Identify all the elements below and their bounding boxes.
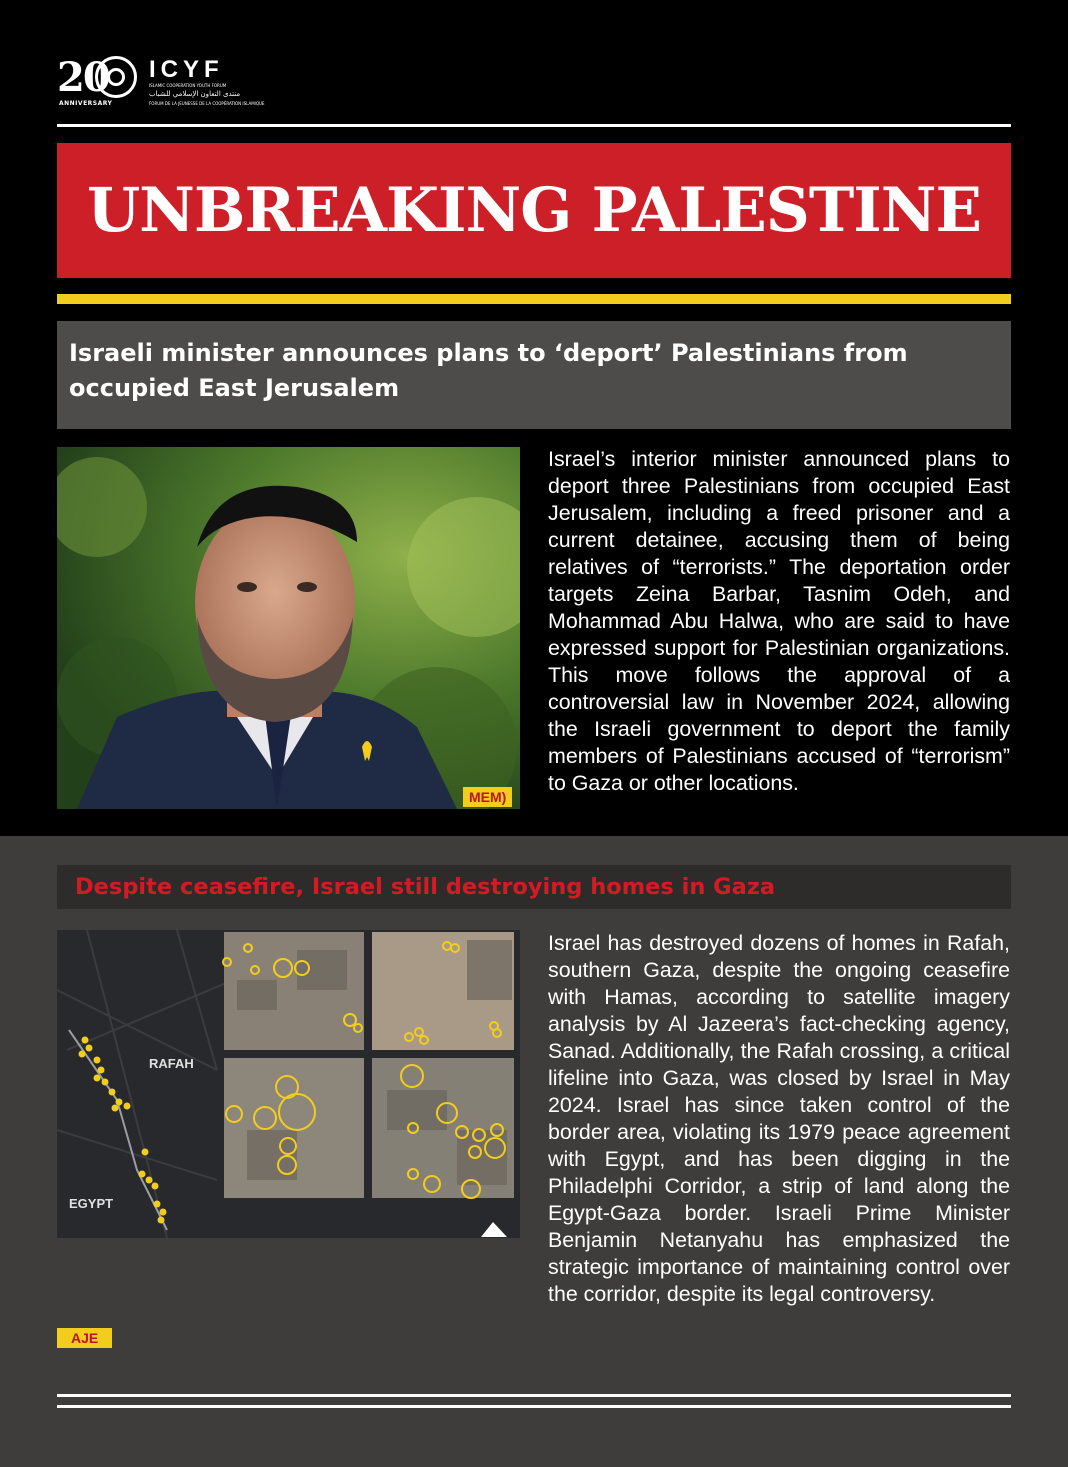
map-label-egypt: EGYPT (69, 1196, 114, 1211)
logo-subtitle-fr: FORUM DE LA JEUNESSE DE LA COOPÉRATION ISLAMIQUE (149, 101, 265, 106)
story2-body: Israel has destroyed dozens of homes in Rafah, southern Gaza, despite the ongoing ceasefire with Hamas, according to satellite imagery analysis by Al Jazeera’s fact-checking agency, Sanad. Additionally, the Rafah crossing, a critical lifeline into Gaza, was closed by Israel in May 2024. Israel has since taken control of the border area, violating its 1979 peace agreement with Egypt, and has been digging in the Philadelphi Corridor, a strip of land along the Egypt-Gaza border. Israeli Prime Minister Benjamin Netanyahu has emphasized the strategic importance of maintaining control over the corridor, despite its legal controversy. (548, 931, 1010, 1306)
story1-body: Israel’s interior minister announced plans to deport three Palestinians from occupied East Jerusalem, including a freed prisoner and a current detainee, accusing them of being relatives of “terrorists.” The deportation order targets Zeina Barbar, Tasnim Odeh, and Mohammad Abu Halwa, who are said to have expressed support for Palestinian organizations. This move follows the approval of a controversial law in November 2024, allowing the Israeli government to deport the family members of Palestinians accused of “terrorism” to Gaza or other locations. (548, 447, 1010, 795)
minister-photo (57, 447, 520, 809)
story1-headline-box (57, 321, 1011, 429)
title-banner (57, 143, 1011, 278)
logo-anniversary: ANNIVERSARY (59, 100, 113, 107)
footer-divider-top (57, 1394, 1011, 1397)
logo-brand: ICYF (149, 56, 224, 83)
map-label-rafah: RAFAH (149, 1056, 194, 1071)
story1-headline: Israeli minister announces plans to ‘deport’ Palestinians from occupied East Jerusalem (69, 339, 908, 402)
logo-ring-icon (95, 56, 137, 98)
yellow-divider (57, 294, 1011, 304)
story2-headline: Despite ceasefire, Israel still destroying homes in Gaza (75, 874, 776, 900)
satellite-map (57, 930, 520, 1238)
page-title: UNBREAKING PALESTINE (86, 175, 982, 246)
header-divider (57, 124, 1011, 127)
logo-subtitle-ar: منتدى التعاون الإسلامي للشباب (149, 90, 241, 98)
story2-photo-credit: AJE (57, 1328, 112, 1348)
logo-subtitle-en: ISLAMIC COOPERATION YOUTH FORUM (149, 83, 227, 88)
logo-number: 20 (57, 54, 109, 101)
story1-photo-credit: MEM) (463, 787, 512, 807)
story2-headline-box (57, 865, 1011, 909)
footer-divider-bottom (57, 1405, 1011, 1408)
icyf-logo (57, 52, 265, 112)
